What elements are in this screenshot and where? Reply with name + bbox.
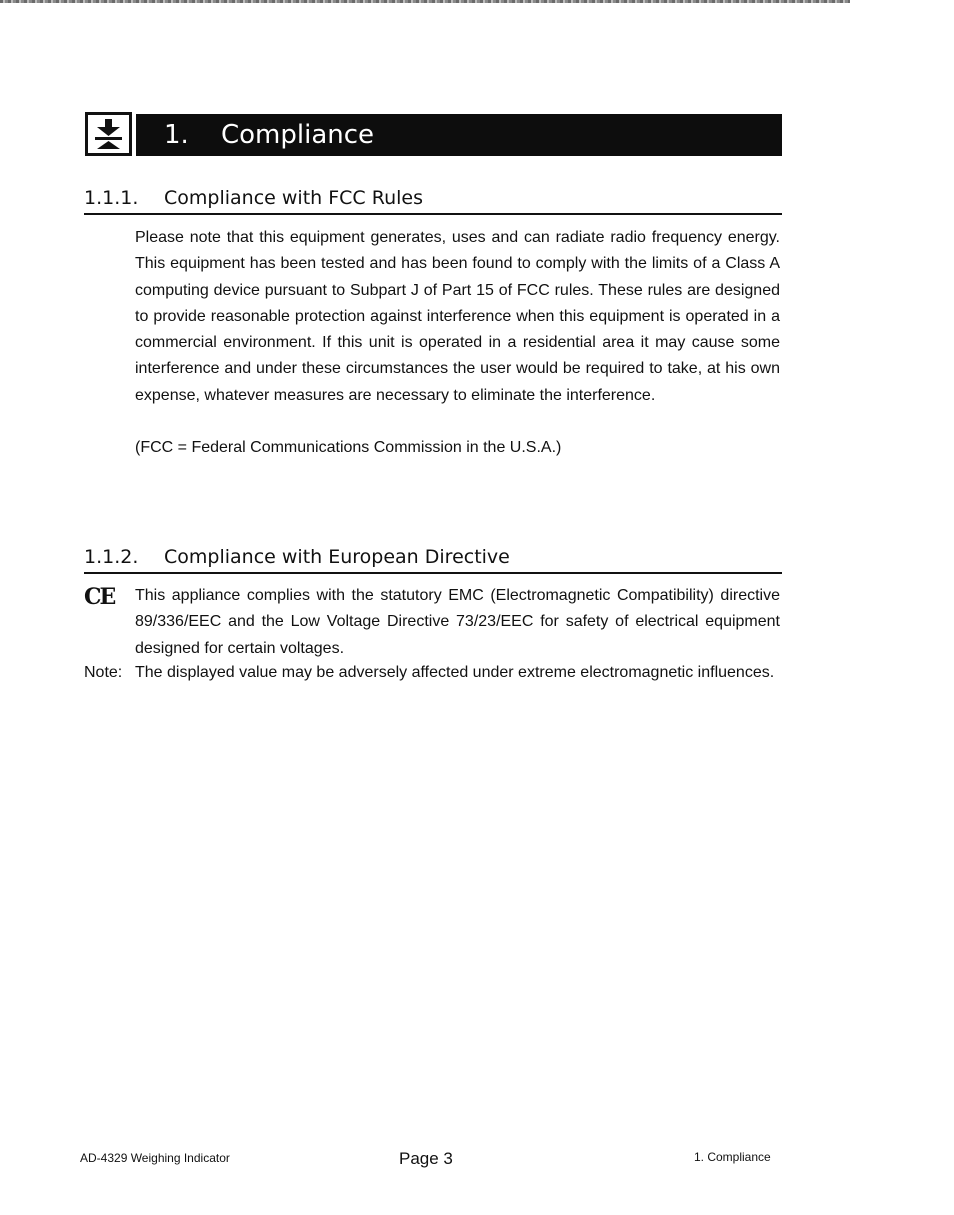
section-title: Compliance with European Directive bbox=[164, 546, 510, 568]
fcc-paragraph: Please note that this equipment generates, uses and can radiate radio frequency energy. This equipment has been tested and has been found to comply with the limits of a Class A computing device pursuant to Subpart J of Part 15 of FCC rules. These rules are designed to provide reasonable protection against interference when this equipment is operated in a commercial environment. If this unit is operated in a residential area it may cause some interference and under these circumstances the user would be required to take, at his own expense, whatever measures are necessary to eliminate the interference. bbox=[135, 229, 780, 404]
section-heading-fcc bbox=[84, 186, 782, 215]
scan-edge-artifact bbox=[0, 0, 850, 3]
section-heading-european bbox=[84, 545, 782, 574]
footer-product-name: AD-4329 Weighing Indicator bbox=[80, 1151, 230, 1165]
chapter-title: Compliance bbox=[221, 120, 375, 150]
ce-mark-icon: CE bbox=[84, 584, 115, 610]
chapter-title-bar bbox=[136, 114, 782, 156]
european-directive-paragraph: This appliance complies with the statutory EMC (Electromagnetic Compatibility) directive 89/336/EEC and the Low Voltage Directive 73/23/EEC for safety of electrical equipment designed for certain voltages. bbox=[135, 587, 780, 657]
weighing-indicator-icon bbox=[85, 112, 132, 156]
section-number: 1.1.2. bbox=[84, 546, 139, 568]
fcc-abbreviation-note: (FCC = Federal Communications Commission in the U.S.A.) bbox=[135, 439, 562, 456]
section-title: Compliance with FCC Rules bbox=[164, 187, 423, 209]
chapter-number: 1. bbox=[164, 120, 189, 150]
footer-page-number: Page 3 bbox=[399, 1149, 453, 1168]
section-number: 1.1.1. bbox=[84, 187, 139, 209]
note-text: The displayed value may be adversely affected under extreme electromagnetic influences. bbox=[135, 664, 775, 681]
chapter-header bbox=[85, 112, 782, 156]
footer-chapter-name: 1. Compliance bbox=[694, 1150, 771, 1164]
note-label: Note: bbox=[84, 664, 123, 681]
